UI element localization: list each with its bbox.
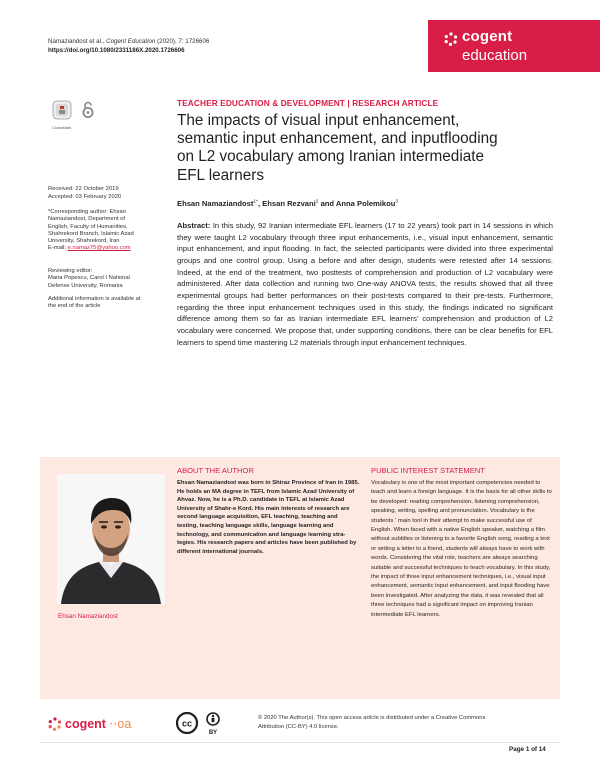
accepted-date: Accepted: 03 February 2020 bbox=[48, 194, 122, 200]
additional-line: Additional information is available at bbox=[48, 296, 141, 302]
page-number bbox=[509, 746, 546, 753]
cogent-oa-main: cogent bbox=[65, 717, 106, 731]
title-line: semantic input enhancement, and inputflooding bbox=[177, 130, 498, 148]
cogent-oa-text: cogent ⋅⋅oa bbox=[65, 717, 132, 731]
public-interest-heading: PUBLIC INTEREST STATEMENT bbox=[371, 466, 485, 475]
crossmark-icon bbox=[52, 100, 72, 122]
received-date: Received: 22 October 2019 bbox=[48, 186, 119, 192]
abstract bbox=[177, 220, 553, 348]
corr-line: English, Faculty of Humanities, bbox=[48, 223, 128, 230]
author-list: Ehsan Namaziandost$^{1*}$, Ehsan Rezvani$^2$ and Anna Polemikou$^3$ bbox=[177, 199, 399, 208]
corr-line: Shahrekord Branch, Islamic Azad bbox=[48, 230, 134, 237]
citation-line bbox=[48, 38, 209, 45]
abstract-text: In this study, 92 Iranian intermediate EFL learners (17 to 22 years) took part in 14 sessions in which they were taught L2 vocabulary through three input enhancements, i.e., visual input enhancement, semantic input enhancement, and input flooding. In fact, the selected participants were divided into three experimental groups and one control group. Using a before and after design, students were retested after 14 sessions. Indeed, at the end of the treatment, two posttests of comprehension and production of L2 vocabulary were administered. After data collection and running two One-way ANOVA tests, the results showed that all three experimental groups had better performances on their post-tests compared to their pre-tests. Furthermore, regarding the three input enhancement techniques used in this study, the findings indicated no significant difference among them so far as Iranian intermediate EFL learners’ comprehension and production of L2 vocabulary were concerned. We propose that, under supporting conditions, there can be clear benefits for EFL learners to spend time mastering L2 materials through input enhancement techniques. bbox=[177, 221, 553, 347]
title-line: EFL learners bbox=[177, 166, 265, 184]
author-name[interactable]: Ehsan Namaziandost bbox=[177, 199, 254, 208]
author-name[interactable]: Anna Polemikou bbox=[335, 199, 396, 208]
about-author-text: Ehsan Namaziandost was born in Shiraz Province of Iran in 1985. He holds an MA degree in TEFL from Islamic Azad University of Ahvaz. Now, he is a Ph.D. candidate in TEFL at Islamic Azad University of Shahr-e Kord. His main interests of research are second language acquisition, EFL teaching, teaching and testing, teaching language skills, language learning and technology, and communication and language learning strategies. His research papers and articles have been published by different international journals. bbox=[177, 480, 360, 555]
cogent-oa-dots-icon bbox=[48, 717, 62, 731]
crossmark-label: CrossMark bbox=[52, 125, 72, 130]
creative-commons-icon bbox=[175, 712, 227, 737]
cogent-oa-logo[interactable] bbox=[48, 713, 158, 733]
license-statement bbox=[258, 714, 558, 731]
about-author-heading: ABOUT THE AUTHOR bbox=[177, 466, 254, 475]
public-interest-text: Vocabulary is one of the most important competencies needed to teach and learn a foreign language. It is the basis for all other skills to be developed: reading comprehension, listening comprehension, speaking, writing, spelling and pronunciation. Vocabulary is the students ‘ main tool in their attempt to make successful use of English. When faced with a native English speaker, watching a film without subtitles or listening to a favorite English song, reading a text or writing a letter to a friend, students will always have to work with words. Considering the vital role, teachers are always searching suitable and successful techniques to teach vocabulary. In this study, the impact of three input enhancement techniques, i.e., visual input enhancement, semantic input enhancement, and input flooding have been investigated. After analyzing the data, it was revealed that all three techniques had a significant impact on improving Iranian intermediate EFL learners. bbox=[371, 480, 552, 618]
author-portrait-image bbox=[57, 474, 165, 604]
author-name[interactable]: Ehsan Rezvani bbox=[262, 199, 316, 208]
title-line: on L2 vocabulary among Iranian intermediate bbox=[177, 148, 484, 166]
brand-line-1: cogent bbox=[462, 28, 513, 45]
corr-line: University, Shahrekord, Iran bbox=[48, 238, 120, 245]
additional-line: the end of the article bbox=[48, 303, 101, 310]
author-affiliation-marker: 2 bbox=[315, 199, 319, 205]
corr-line: Namaziandost, Department of bbox=[48, 216, 126, 223]
additional-info bbox=[48, 296, 166, 311]
crossmark-badge[interactable] bbox=[52, 100, 82, 130]
reviewing-editor bbox=[48, 268, 166, 290]
license-line: Attribution (CC-BY) 4.0 license. bbox=[258, 723, 339, 730]
abstract-label: Abstract: bbox=[177, 221, 211, 230]
article-title bbox=[177, 112, 567, 185]
citation-rest: (2020), 7: 1726606 bbox=[157, 38, 210, 45]
citation-journal: Cogent Education bbox=[106, 38, 156, 45]
open-access-badge bbox=[82, 101, 94, 119]
article-section-label: TEACHER EDUCATION & DEVELOPMENT | RESEARCH ARTICLE bbox=[177, 98, 439, 108]
doi-link[interactable]: https://doi.org/10.1080/2331186X.2020.1726606 bbox=[48, 47, 185, 54]
license-line: © 2020 The Author(s). This open access article is distributed under a Creative Commons bbox=[258, 715, 486, 721]
citation-authors: Namaziandost et al., bbox=[48, 38, 105, 45]
author-affiliation-marker: 3 bbox=[395, 199, 399, 205]
footer-divider bbox=[40, 742, 560, 743]
brand-line-2: education bbox=[462, 47, 528, 64]
cogent-dots-icon bbox=[444, 32, 458, 46]
cc-by-license-badge[interactable] bbox=[175, 712, 227, 737]
corresponding-author bbox=[48, 209, 166, 253]
by-label: BY bbox=[208, 730, 218, 736]
open-access-lock-icon bbox=[82, 101, 94, 119]
page-count: 1 of 14 bbox=[525, 746, 546, 753]
journal-brand-logo[interactable] bbox=[428, 20, 600, 72]
title-line: The impacts of visual input enhancement, bbox=[177, 112, 460, 129]
corr-line: *Corresponding author: Ehsan bbox=[48, 209, 126, 215]
cogent-oa-suffix: oa bbox=[117, 717, 132, 731]
author-photo bbox=[57, 474, 165, 604]
email-label: E-mail: bbox=[48, 245, 67, 252]
email-link[interactable]: e.namaz75@yahoo.com bbox=[67, 245, 131, 252]
reviewer-line: Defense University, Romania bbox=[48, 282, 123, 289]
cc-label: cc bbox=[181, 718, 193, 729]
photo-caption: Ehsan Namaziandost bbox=[58, 613, 118, 620]
email-line bbox=[48, 245, 166, 252]
reviewer-line: Reviewing editor: bbox=[48, 268, 93, 274]
reviewer-line: Maria Popescu, Carol I National bbox=[48, 275, 130, 282]
page-label: Page bbox=[509, 746, 525, 753]
author-affiliation-marker: 1* bbox=[253, 199, 258, 205]
